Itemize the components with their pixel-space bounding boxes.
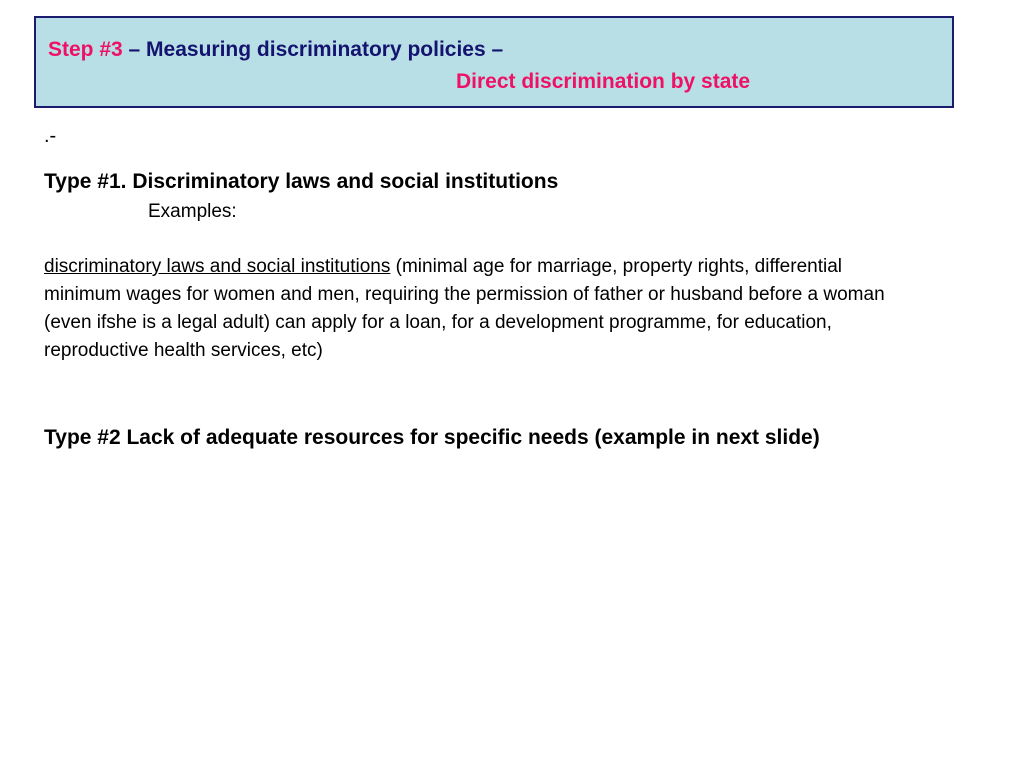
title-text: – Measuring discriminatory policies – [122, 38, 504, 61]
step-label: Step #3 [48, 38, 123, 61]
type2-heading: Type #2 Lack of adequate resources for specific needs (example in next slide) [44, 426, 820, 449]
title-box [34, 16, 954, 108]
title-line-1 [48, 38, 503, 62]
underlined-term: discriminatory laws and social institutions [44, 256, 391, 277]
examples-label: Examples: [148, 201, 237, 222]
type1-heading: Type #1. Discriminatory laws and social institutions [44, 170, 559, 193]
slide-body [44, 124, 944, 453]
subtitle-text: Direct discrimination by state [456, 70, 751, 93]
bullet-marker: .- [44, 125, 57, 147]
paragraph-text: (minimal age for marriage, property rights, differential minimum wages for women and men, requiring the permission of father or husband before a woman (even ifshe is a legal adult) can apply for a loan, for a development programme, for education, reproductive health services, etc) [44, 256, 885, 361]
examples-paragraph [44, 253, 924, 365]
